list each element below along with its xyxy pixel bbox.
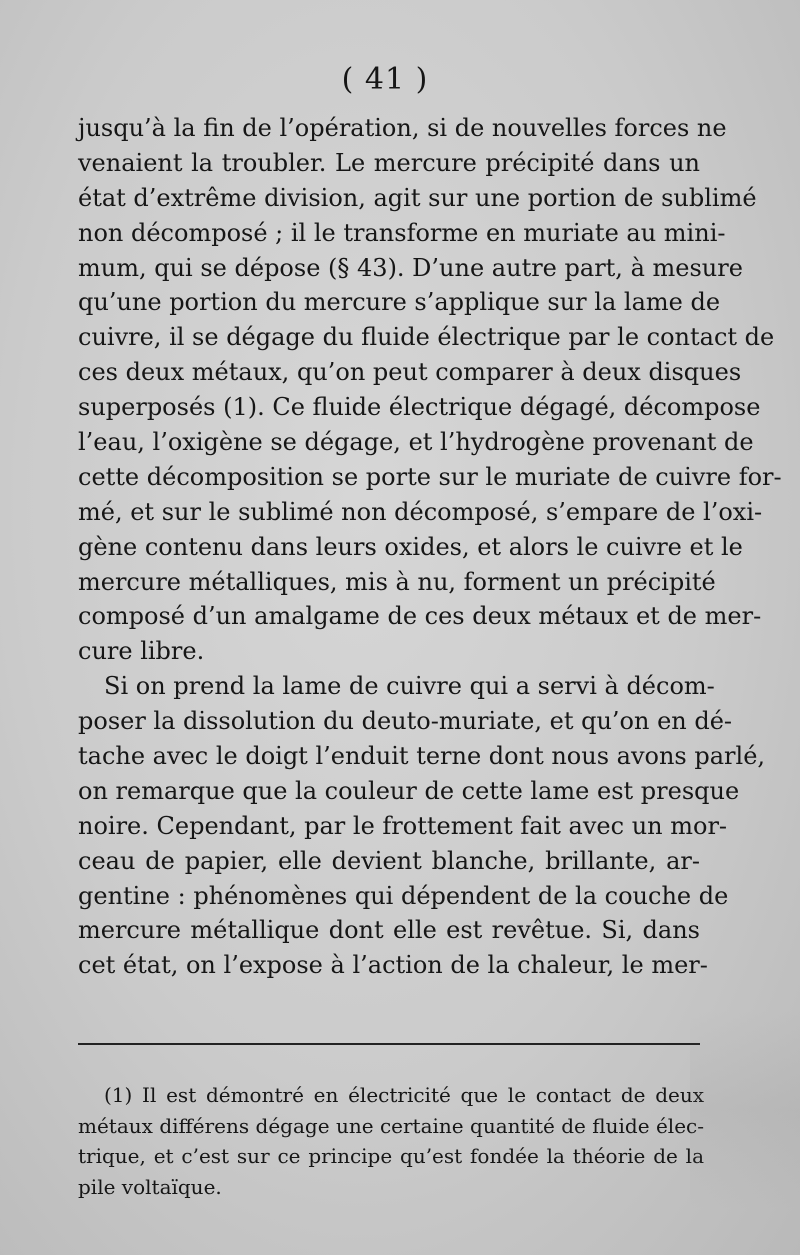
bleed-through-shadow xyxy=(690,1010,800,1210)
body-line: composé d’un amalgame de ces deux métaux et de mer- xyxy=(78,602,762,631)
footnote xyxy=(78,1080,704,1202)
body-line: cuivre, il se dégage du fluide électrique par le contact de xyxy=(78,323,775,352)
body-line: cet état, on l’expose à l’action de la chaleur, le mer- xyxy=(78,951,708,980)
page-number: ( 41 ) xyxy=(341,62,429,97)
paragraph-end-line: cure libre. xyxy=(78,637,205,666)
body-line: mercure métalliques, mis à nu, forment un précipité xyxy=(78,567,716,596)
body-line: mum, qui se dépose (§ 43). D’une autre part, à mesure xyxy=(78,253,743,282)
body-line: mercure métallique dont elle est revêtue. Si, dans xyxy=(78,916,700,945)
body-line: superposés (1). Ce fluide électrique dégagé, décompose xyxy=(78,393,761,422)
body-line: gène contenu dans leurs oxides, et alors le cuivre et le xyxy=(78,532,743,561)
body-line: jusqu’à la fin de l’opération, si de nouvelles forces ne xyxy=(78,114,727,142)
body-line: ceau de papier, elle devient blanche, brillante, ar- xyxy=(78,846,700,875)
body-text xyxy=(78,111,782,983)
body-line: qu’une portion du mercure s’applique sur la lame de xyxy=(78,288,721,317)
body-line: état d’extrême division, agit sur une portion de sublimé xyxy=(78,183,757,212)
footnote-line: (1) Il est démontré en électricité que le contact de deux xyxy=(104,1083,704,1107)
footnote-line: trique, et c’est sur ce principe qu’est fondée la théorie de la xyxy=(78,1144,704,1168)
body-line: venaient la troubler. Le mercure précipité dans un xyxy=(78,148,700,177)
body-line: ces deux métaux, qu’on peut comparer à deux disques xyxy=(78,358,742,387)
body-line: cette décomposition se porte sur le muriate de cuivre for- xyxy=(78,462,782,491)
paragraph-start-line: Si on prend la lame de cuivre qui a servi à décom- xyxy=(104,672,715,701)
body-line: poser la dissolution du deuto-muriate, et qu’on en dé- xyxy=(78,707,733,736)
body-line: noire. Cependant, par le frottement fait avec un mor- xyxy=(78,811,728,840)
body-line: tache avec le doigt l’enduit terne dont nous avons parlé, xyxy=(78,742,766,771)
body-line: l’eau, l’oxigène se dégage, et l’hydrogène provenant de xyxy=(78,428,754,457)
body-line: on remarque que la couleur de cette lame est presque xyxy=(78,776,740,805)
body-line: gentine : phénomènes qui dépendent de la couche de xyxy=(78,881,729,910)
footnote-line: métaux différens dégage une certaine quantité de fluide élec- xyxy=(78,1113,704,1138)
footnote-divider xyxy=(78,1043,700,1045)
body-line: non décomposé ; il le transforme en muriate au mini- xyxy=(78,218,726,247)
body-line: mé, et sur le sublimé non décomposé, s’empare de l’oxi- xyxy=(78,497,763,526)
footnote-line: pile voltaïque. xyxy=(78,1174,222,1199)
